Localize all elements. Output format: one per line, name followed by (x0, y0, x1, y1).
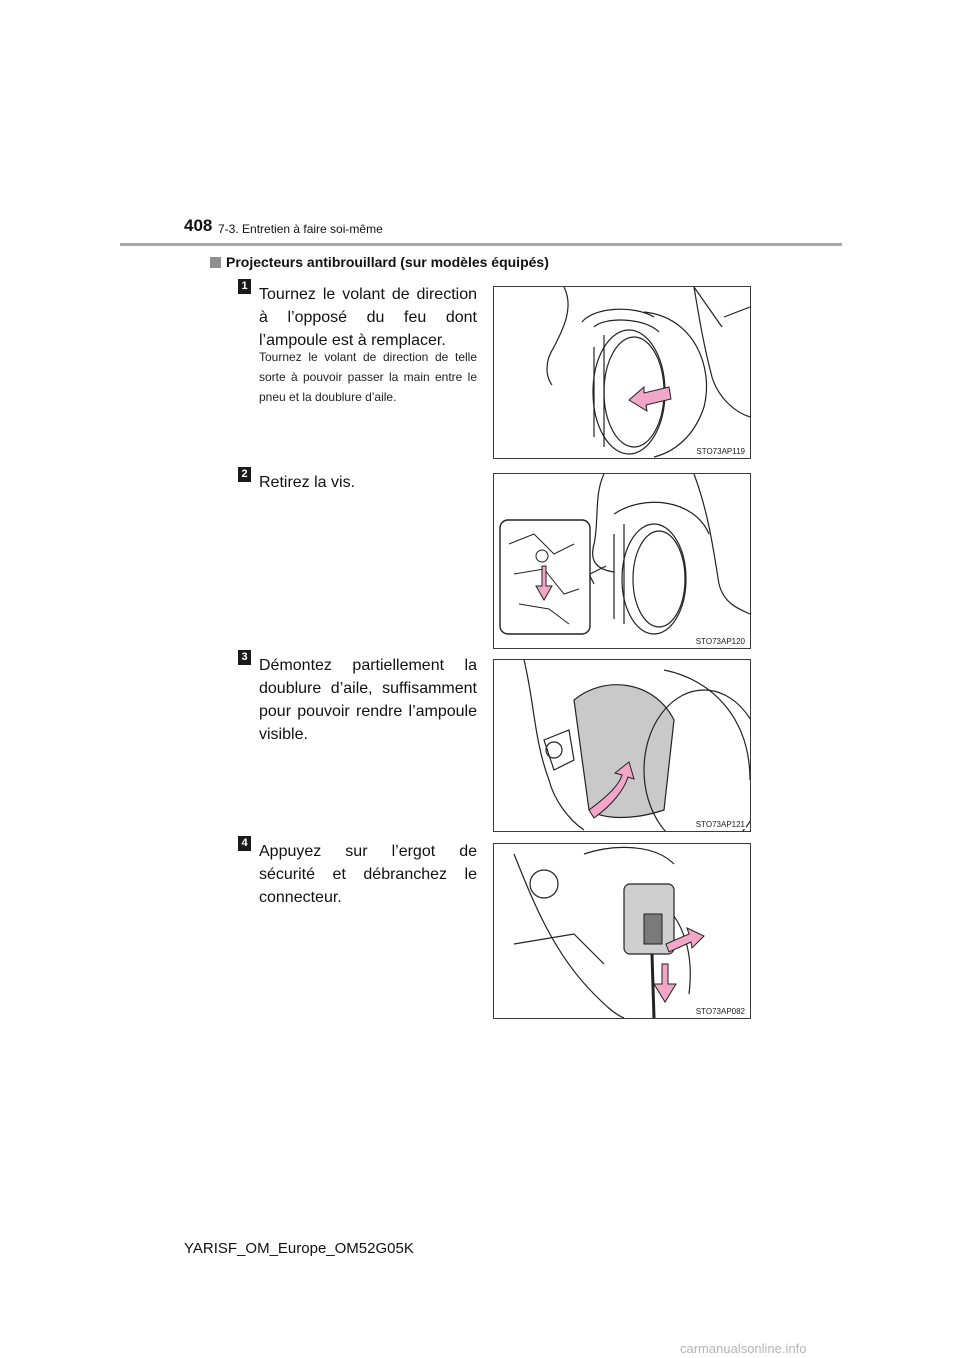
page-number: 408 (184, 216, 213, 235)
figure-code-3: STO73AP121 (695, 820, 745, 829)
step-note-1: Tournez le volant de direction de telle sorte à pouvoir passer la main entre le pneu et la doublure d’aile. (259, 350, 477, 404)
figure-4 (493, 843, 751, 1019)
figure-code-4: STO73AP082 (695, 1007, 745, 1016)
document-footer-id: YARISF_OM_Europe_OM52G05K (184, 1240, 414, 1257)
procedure-heading-text: Projecteurs antibrouillard (sur modèles équipés) (226, 254, 549, 270)
square-bullet-icon (210, 257, 221, 268)
figure-code-2: STO73AP120 (695, 637, 745, 646)
header-rule (120, 243, 842, 246)
figure-3 (493, 659, 751, 832)
screw-removal-illustration (494, 474, 750, 648)
procedure-heading (210, 254, 549, 270)
step-badge-2: 2 (238, 467, 251, 482)
step-badge-3: 3 (238, 650, 251, 665)
steering-tire-illustration (494, 287, 750, 458)
fender-liner-illustration (494, 660, 750, 831)
figure-code-1: STO73AP119 (696, 447, 745, 456)
step-badge-4: 4 (238, 836, 251, 851)
step-text-4: Appuyez sur l’ergot de sécurité et débranchez le connecteur. (259, 843, 477, 906)
figure-2 (493, 473, 751, 649)
section-title: 7-3. Entretien à faire soi-même (218, 222, 383, 236)
connector-unplug-illustration (494, 844, 750, 1018)
step-text-1: Tournez le volant de direction à l’opposé du feu dont l’ampoule est à remplacer. (259, 286, 477, 349)
step-text-3: Démontez partiellement la doublure d’aile, suffisamment pour pouvoir rendre l’ampoule visible. (259, 657, 477, 743)
step-text-2: Retirez la vis. (259, 474, 356, 491)
figure-1 (493, 286, 751, 459)
watermark: carmanualsonline.info (680, 1341, 807, 1356)
step-badge-1: 1 (238, 279, 251, 294)
